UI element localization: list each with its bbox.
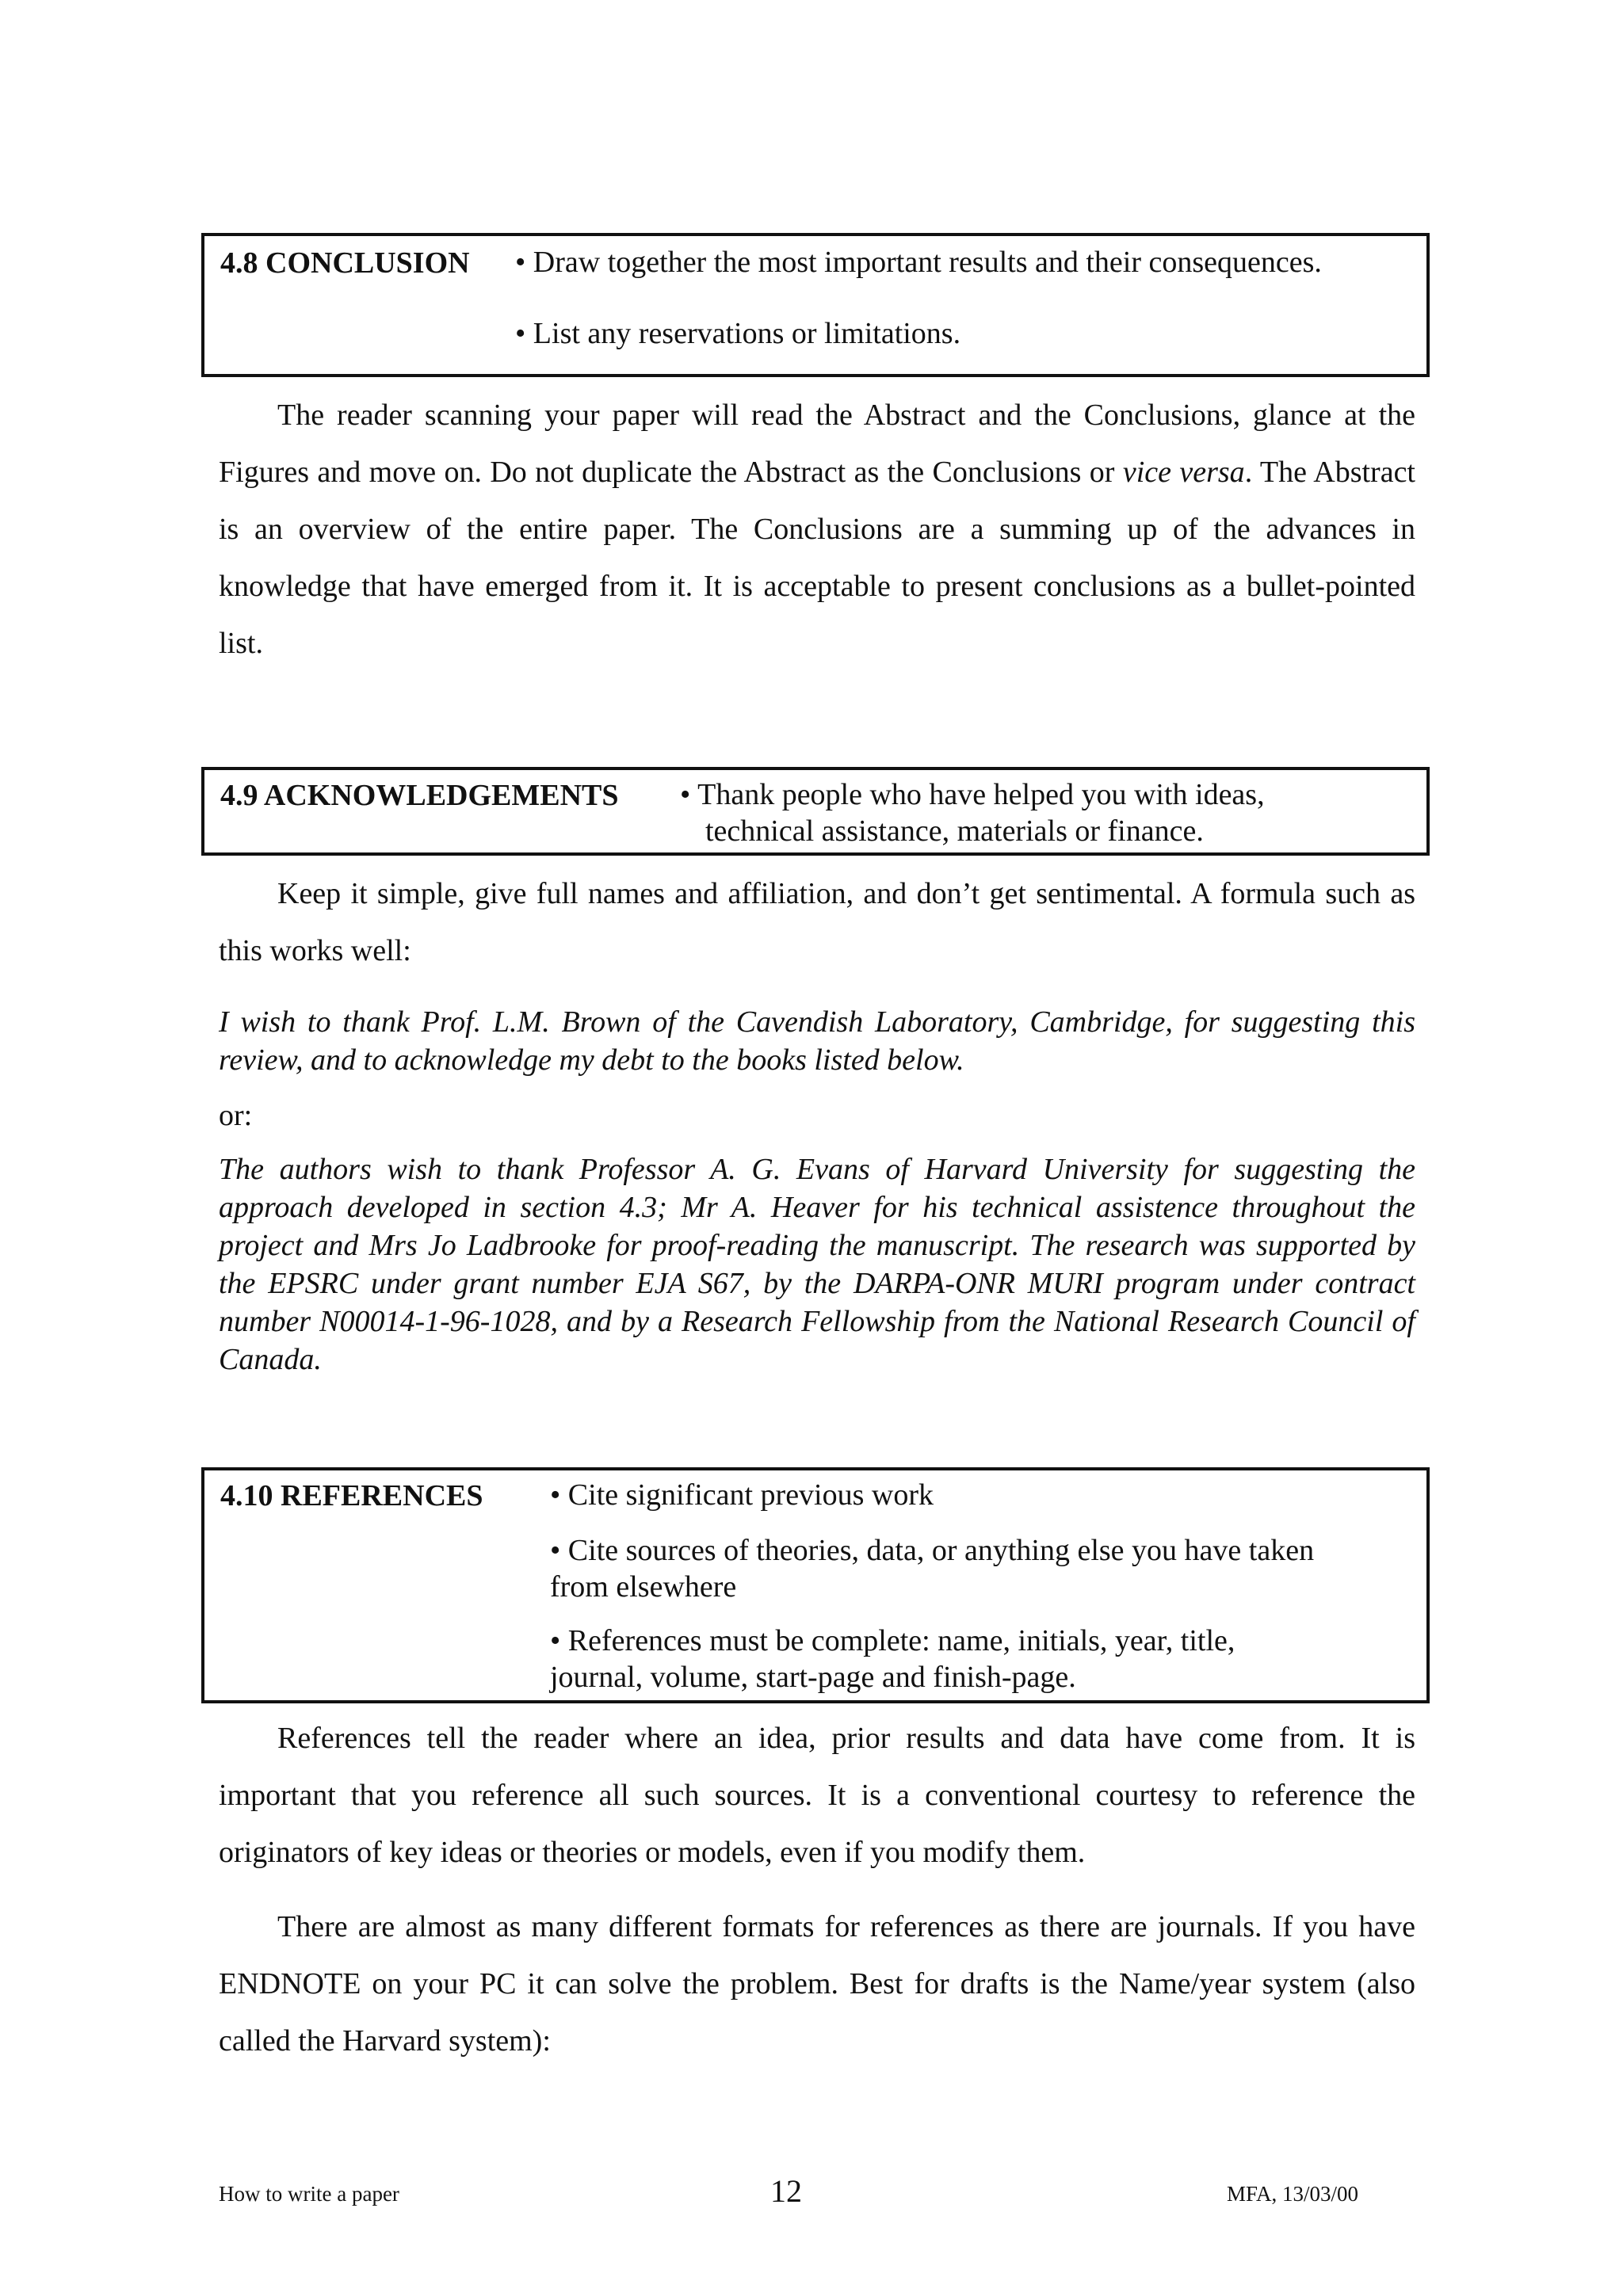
references-paragraph: There are almost as many different formats for references as there are journals. If you have ENDNOTE on your PC it can solve the problem. Best for drafts is the Name/year system (also called the Harvard system): <box>219 1910 1415 2058</box>
references-paragraph: References tell the reader where an idea, prior results and data have come from. It is important that you reference all such sources. It is a conventional courtesy to reference the originators of key ideas or theories or models, even if you modify them. <box>219 1722 1415 1869</box>
acknowledgement-example-1: I wish to thank Prof. L.M. Brown of the Cavendish Laboratory, Cambridge, for suggesting this review, and to acknowledge my debt to the books listed below. <box>219 1005 1415 1077</box>
conclusion-bullet: • Draw together the most important results and their consequences. <box>515 246 1322 279</box>
references-bullet: • Cite sources of theories, data, or anything else you have taken <box>550 1534 1315 1567</box>
conclusion-bullet: • List any reservations or limitations. <box>515 317 961 350</box>
references-bullet: • Cite significant previous work <box>550 1478 934 1512</box>
acknowledgements-bullet-continued: technical assistance, materials or finance. <box>705 814 1204 848</box>
references-bullet: • References must be complete: name, initials, year, title, <box>550 1624 1235 1657</box>
references-heading: 4.10 REFERENCES <box>220 1479 483 1512</box>
references-bullet-continued: from elsewhere <box>550 1570 737 1604</box>
footer-right: MFA, 13/03/00 <box>1227 2182 1359 2206</box>
italic-phrase: vice versa <box>1122 456 1245 489</box>
references-bullet-continued: journal, volume, start-page and finish-page. <box>550 1661 1076 1694</box>
conclusion-box <box>201 233 1430 377</box>
page-number: 12 <box>770 2173 802 2209</box>
references-box <box>201 1467 1430 1703</box>
conclusion-heading: 4.8 CONCLUSION <box>220 246 470 280</box>
acknowledgements-heading: 4.9 ACKNOWLEDGEMENTS <box>220 779 619 812</box>
or-label: or: <box>219 1099 253 1132</box>
acknowledgements-bullet: • Thank people who have helped you with ideas, <box>680 778 1265 811</box>
acknowledgements-box <box>201 767 1430 856</box>
acknowledgement-example-2: The authors wish to thank Professor A. G. Evans of Harvard University for suggesting the approach developed in section 4.3; Mr A. Heaver for his technical assistence throughout the project and Mrs Jo Ladbrooke for proof-reading the manuscript. The research was supported by the EPSRC under grant number EJA S67, by the DARPA-ONR MURI program under contract number N00014-1-96-1028, and by a Research Fellowship from the National Research Council of Canada. <box>219 1153 1415 1376</box>
acknowledgements-paragraph: Keep it simple, give full names and affiliation, and don’t get sentimental. A formula such as this works well: <box>219 877 1415 967</box>
footer-left: How to write a paper <box>219 2182 399 2206</box>
conclusion-paragraph: The reader scanning your paper will read the Abstract and the Conclusions, glance at the Figures and move on. Do not duplicate the Abstract as the Conclusions or vice versa. The Abstract is an overview of the entire paper. The Conclusions are a summing up of the advances in knowledge that have emerged from it. It is acceptable to present conclusions as a bullet-pointed list. <box>219 399 1415 660</box>
